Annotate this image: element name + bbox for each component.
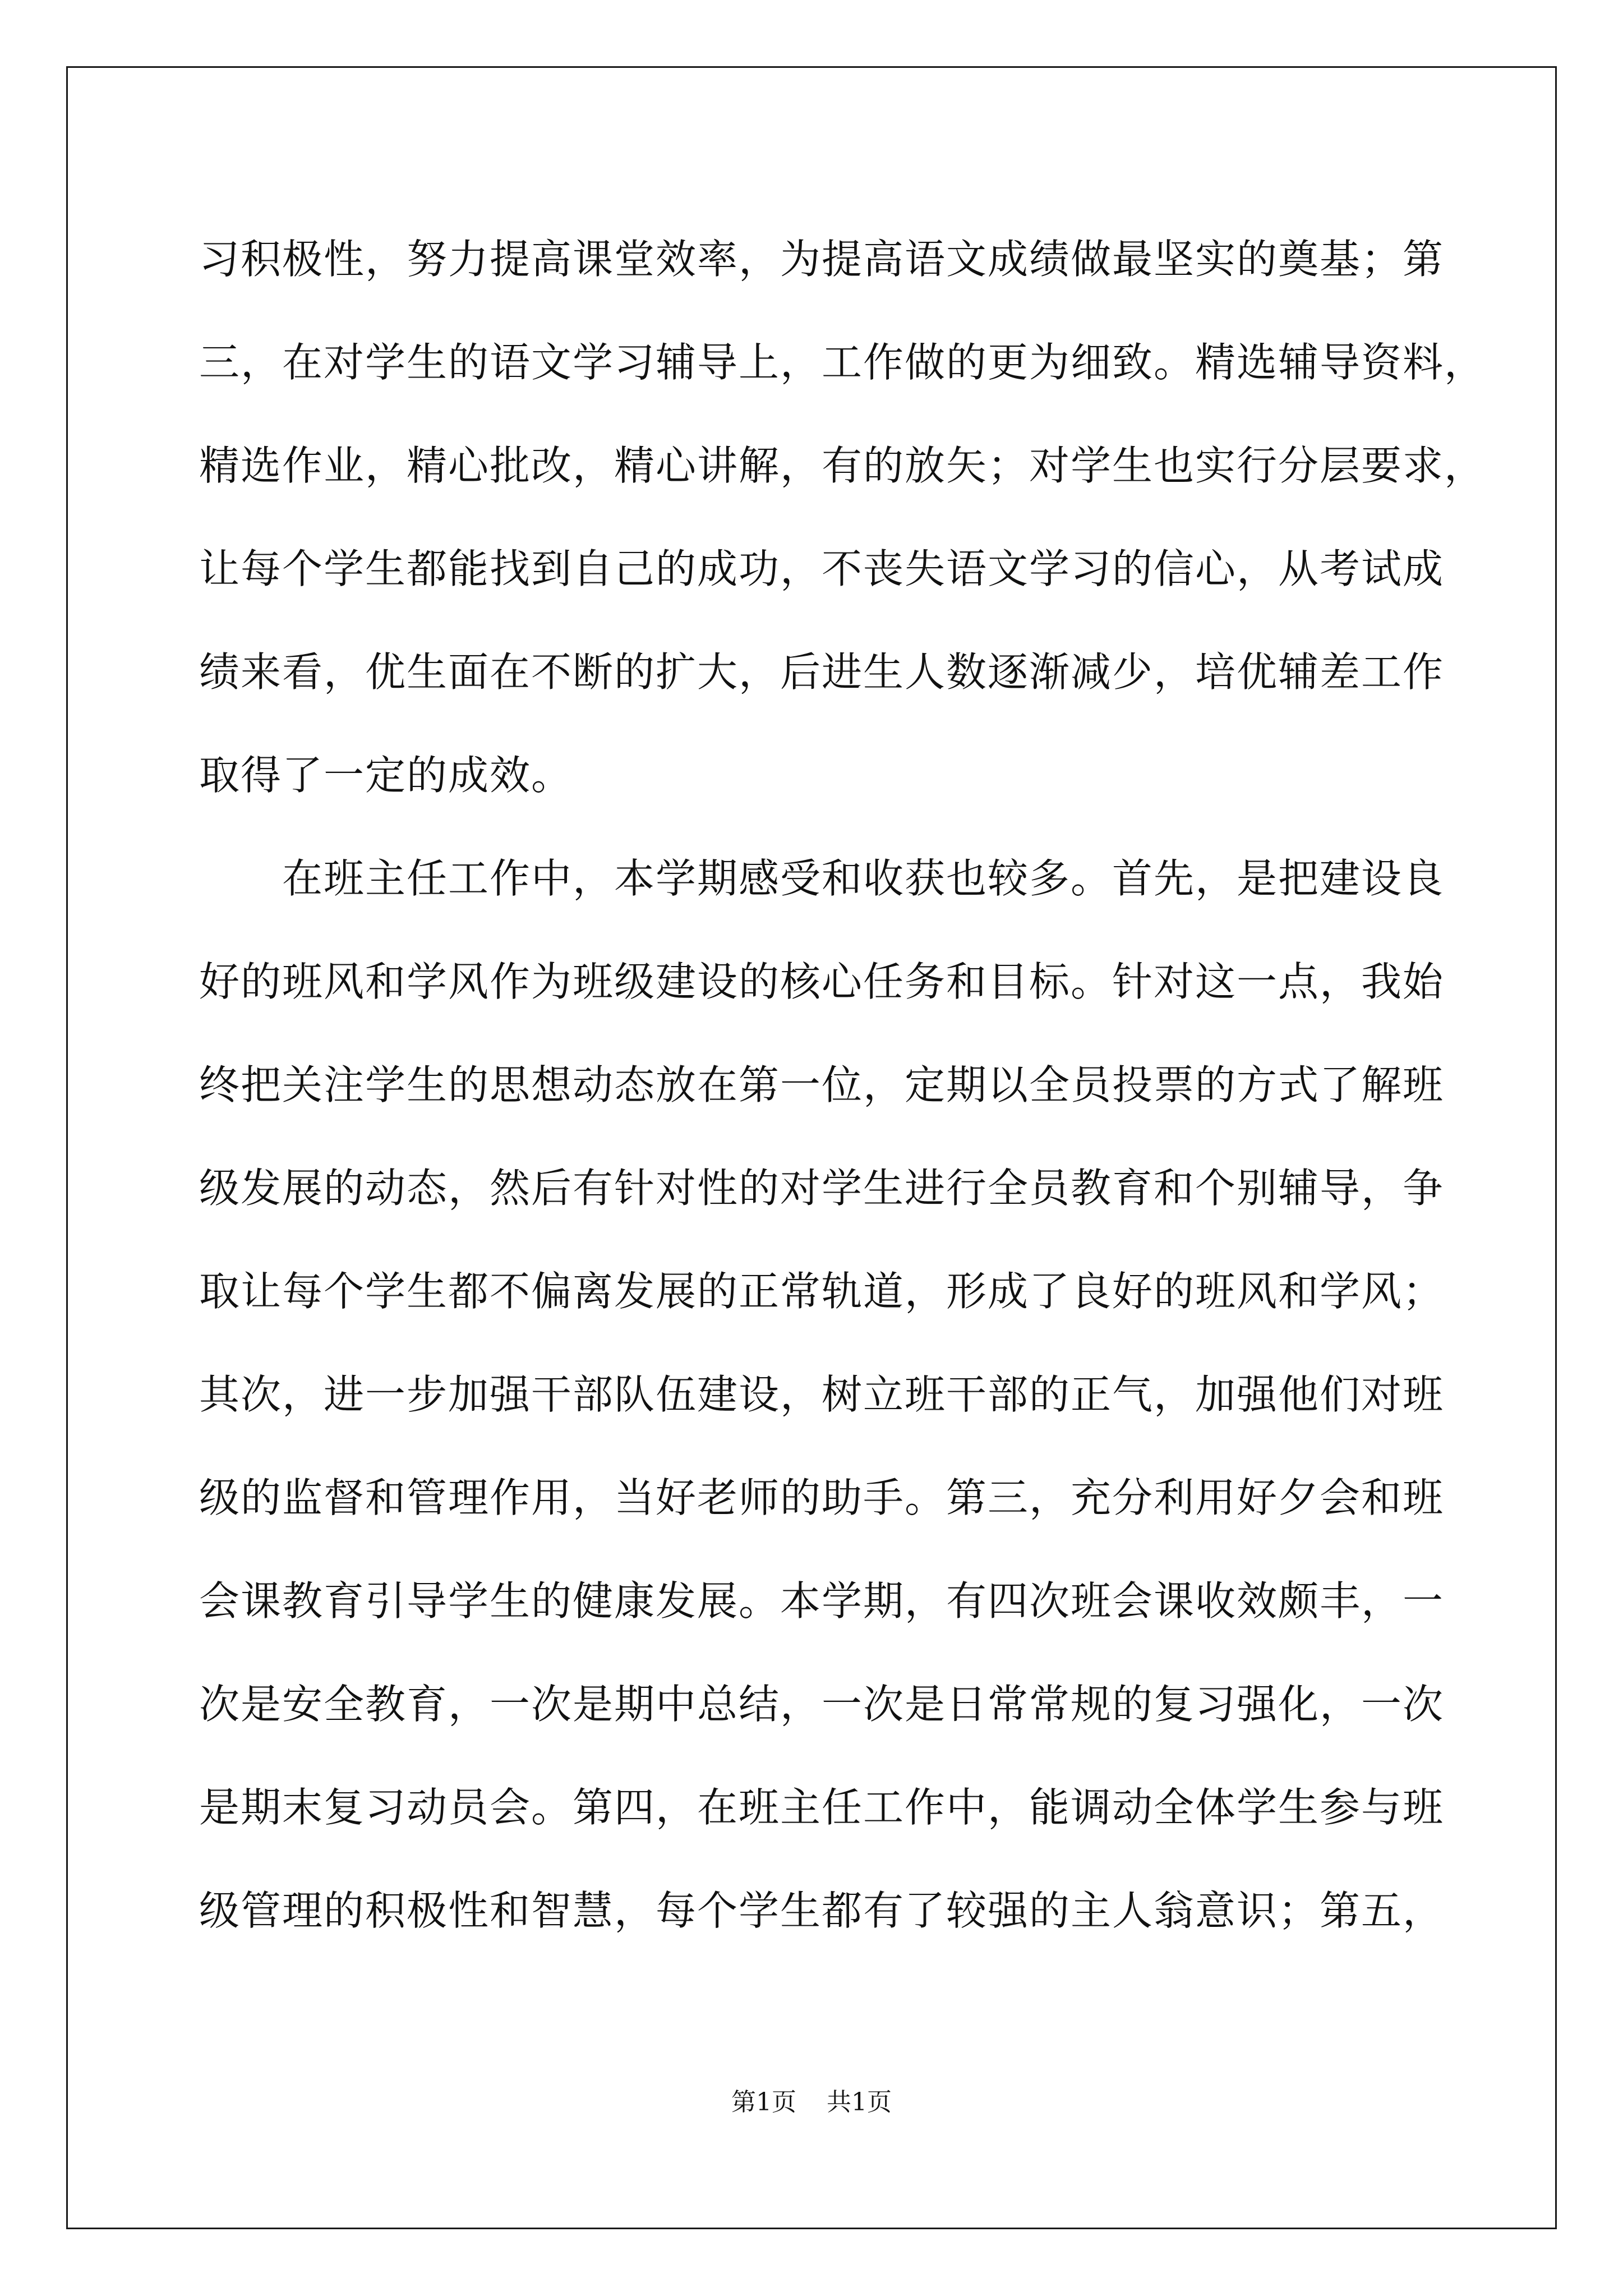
text-line: 会课教育引导学生的健康发展。本学期，有四次班会课收效颇丰，一 (199, 1577, 1445, 1625)
text-line: 绩来看，优生面在不断的扩大，后进生人数逐渐减少，培优辅差工作 (199, 648, 1445, 696)
text-line: 是期末复习动员会。第四，在班主任工作中，能调动全体学生参与班 (199, 1784, 1445, 1831)
text-line: 级发展的动态，然后有针对性的对学生进行全员教育和个别辅导，争 (199, 1165, 1445, 1212)
text-line: 取得了一定的成效。 (199, 752, 573, 799)
page-footer (0, 2086, 1623, 2119)
text-line: 好的班风和学风作为班级建设的核心任务和目标。针对这一点，我始 (199, 958, 1445, 1005)
text-line: 取让每个学生都不偏离发展的正常轨道，形成了良好的班风和学风； (199, 1268, 1445, 1315)
text-line: 三，在对学生的语文学习辅导上，工作做的更为细致。精选辅导资料， (199, 339, 1486, 386)
text-line: 在班主任工作中，本学期感受和收获也较多。首先，是把建设良 (199, 855, 1445, 902)
text-line: 其次，进一步加强干部队伍建设，树立班干部的正气，加强他们对班 (199, 1371, 1445, 1418)
text-line: 次是安全教育，一次是期中总结，一次是日常常规的复习强化，一次 (199, 1681, 1445, 1728)
text-line: 终把关注学生的思想动态放在第一位，定期以全员投票的方式了解班 (199, 1061, 1445, 1108)
document-body (199, 208, 1486, 1962)
text-line: 让每个学生都能找到自己的成功，不丧失语文学习的信心，从考试成 (199, 545, 1445, 592)
text-line: 级的监督和管理作用，当好老师的助手。第三，充分利用好夕会和班 (199, 1474, 1445, 1521)
page-total: 共1页 (827, 2088, 892, 2116)
text-line: 精选作业，精心批改，精心讲解，有的放矢；对学生也实行分层要求， (199, 442, 1486, 489)
page-number: 第1页 (731, 2088, 796, 2116)
text-line: 级管理的积极性和智慧，每个学生都有了较强的主人翁意识；第五， (199, 1887, 1445, 1934)
text-line: 习积极性，努力提高课堂效率，为提高语文成绩做最坚实的奠基；第 (199, 236, 1445, 283)
